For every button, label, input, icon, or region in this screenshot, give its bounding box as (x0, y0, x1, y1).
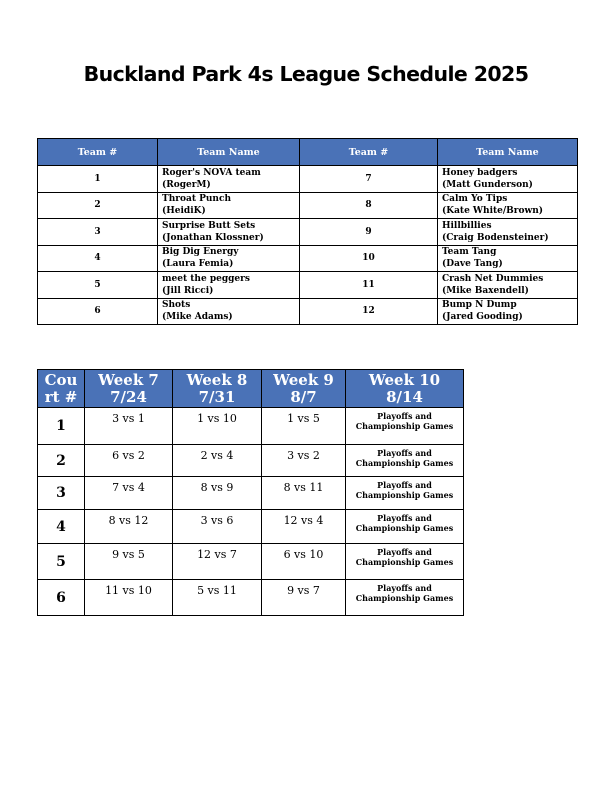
week-8-match: 5 vs 11 (173, 580, 262, 616)
team-row (38, 219, 578, 246)
team-number: 5 (38, 272, 158, 299)
court-number: 2 (38, 445, 85, 477)
schedule-row (38, 580, 464, 616)
team-name-cell (158, 219, 300, 246)
week-8-match: 3 vs 6 (173, 510, 262, 544)
week-9-match: 12 vs 4 (262, 510, 346, 544)
week-9-match: 3 vs 2 (262, 445, 346, 477)
team-name-cell (438, 166, 578, 193)
schedule-header-row (38, 370, 464, 408)
team-number: 1 (38, 166, 158, 193)
team-name-cell (438, 245, 578, 272)
team-name: Surprise Butt Sets (162, 220, 256, 231)
team-name: Hillbillies (442, 220, 492, 231)
team-number-header: Team # (300, 139, 438, 166)
court-number: 3 (38, 477, 85, 510)
week-10-playoffs: Playoffs and Championship Games (346, 408, 464, 445)
week-9-match: 9 vs 7 (262, 580, 346, 616)
team-contact: (Jill Ricci) (162, 285, 214, 296)
court-number: 5 (38, 544, 85, 580)
team-name-cell (438, 219, 578, 246)
team-number-header: Team # (38, 139, 158, 166)
team-name: Shots (162, 300, 191, 311)
week-10-playoffs: Playoffs and Championship Games (346, 445, 464, 477)
page-title: Buckland Park 4s League Schedule 2025 (83, 62, 529, 86)
team-number: 9 (300, 219, 438, 246)
team-name: Bump N Dump (442, 300, 517, 311)
team-name-cell (158, 298, 300, 325)
team-row (38, 192, 578, 219)
week-7-header: Week 7 7/24 (85, 370, 173, 408)
schedule-row (38, 510, 464, 544)
team-name-cell (158, 192, 300, 219)
court-number: 4 (38, 510, 85, 544)
team-number: 11 (300, 272, 438, 299)
schedule-row (38, 544, 464, 580)
schedule-row (38, 408, 464, 445)
team-row (38, 298, 578, 325)
team-number: 7 (300, 166, 438, 193)
team-name-cell (158, 272, 300, 299)
week-7-match: 6 vs 2 (85, 445, 173, 477)
team-name: Roger's NOVA team (162, 167, 261, 178)
team-contact: (RogerM) (162, 179, 211, 190)
team-name: Team Tang (442, 247, 497, 258)
team-name-cell (438, 272, 578, 299)
team-row (38, 272, 578, 299)
court-number: 6 (38, 580, 85, 616)
week-7-match: 8 vs 12 (85, 510, 173, 544)
week-7-match: 9 vs 5 (85, 544, 173, 580)
team-number: 8 (300, 192, 438, 219)
team-contact: (HeidiK) (162, 206, 206, 217)
week-7-match: 7 vs 4 (85, 477, 173, 510)
team-number: 2 (38, 192, 158, 219)
week-9-match: 1 vs 5 (262, 408, 346, 445)
week-10-playoffs: Playoffs and Championship Games (346, 477, 464, 510)
team-name-cell (158, 166, 300, 193)
team-contact: (Matt Gunderson) (442, 179, 533, 190)
team-row (38, 166, 578, 193)
week-8-match: 12 vs 7 (173, 544, 262, 580)
week-8-match: 8 vs 9 (173, 477, 262, 510)
court-number: 1 (38, 408, 85, 445)
team-number: 6 (38, 298, 158, 325)
team-name-header: Team Name (438, 139, 578, 166)
team-contact: (Craig Bodensteiner) (442, 232, 549, 243)
team-name: Honey badgers (442, 167, 518, 178)
schedule-row (38, 445, 464, 477)
week-8-match: 1 vs 10 (173, 408, 262, 445)
team-name-cell (438, 298, 578, 325)
court-header: Cou rt # (38, 370, 85, 408)
week-10-playoffs: Playoffs and Championship Games (346, 544, 464, 580)
week-8-header: Week 8 7/31 (173, 370, 262, 408)
team-row (38, 245, 578, 272)
team-number: 12 (300, 298, 438, 325)
week-10-playoffs: Playoffs and Championship Games (346, 510, 464, 544)
week-7-match: 3 vs 1 (85, 408, 173, 445)
week-8-match: 2 vs 4 (173, 445, 262, 477)
teams-header-row (38, 139, 578, 166)
week-9-match: 8 vs 11 (262, 477, 346, 510)
week-9-match: 6 vs 10 (262, 544, 346, 580)
team-contact: (Kate White/Brown) (442, 206, 544, 217)
team-number: 3 (38, 219, 158, 246)
team-number: 4 (38, 245, 158, 272)
week-10-playoffs: Playoffs and Championship Games (346, 580, 464, 616)
schedule-row (38, 477, 464, 510)
team-name-header: Team Name (158, 139, 300, 166)
team-name: Crash Net Dummies (442, 273, 544, 284)
team-name: Calm Yo Tips (442, 194, 508, 205)
team-name: meet the peggers (162, 273, 250, 284)
team-contact: (Mike Baxendell) (442, 285, 529, 296)
team-contact: (Laura Femia) (162, 259, 234, 270)
team-name-cell (438, 192, 578, 219)
teams-table (37, 138, 578, 325)
team-contact: (Jared Gooding) (442, 312, 523, 323)
schedule-table (37, 369, 464, 616)
team-name: Big Dig Energy (162, 247, 239, 258)
team-name-cell (158, 245, 300, 272)
team-name: Throat Punch (162, 194, 231, 205)
team-contact: (Jonathan Klossner) (162, 232, 264, 243)
team-contact: (Dave Tang) (442, 259, 503, 270)
team-number: 10 (300, 245, 438, 272)
team-contact: (Mike Adams) (162, 312, 233, 323)
week-10-header: Week 10 8/14 (346, 370, 464, 408)
week-9-header: Week 9 8/7 (262, 370, 346, 408)
week-7-match: 11 vs 10 (85, 580, 173, 616)
